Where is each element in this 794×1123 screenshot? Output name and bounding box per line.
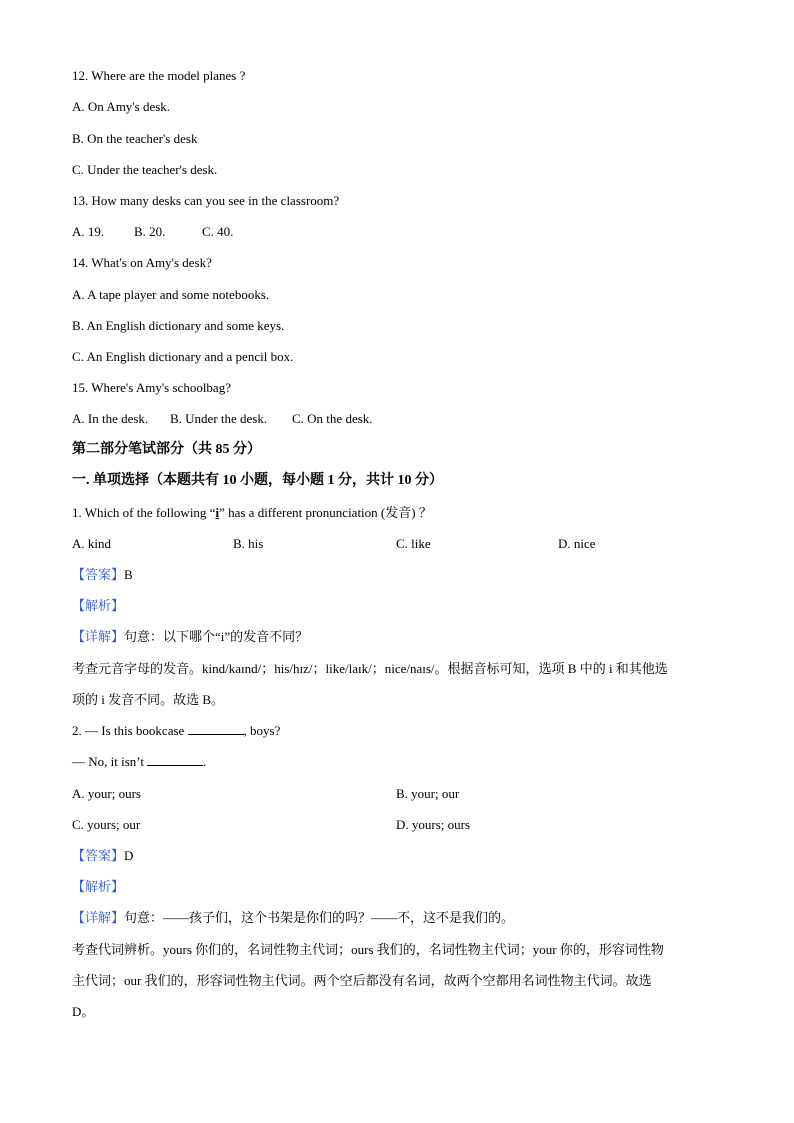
blank-1 bbox=[188, 723, 244, 735]
s2-explain-3: D。 bbox=[72, 1004, 95, 1019]
s2-explain-1: 考查代词辨析。yours 你们的，名词性物主代词；ours 我们的，名词性物主代词；your 你的，形容词性物 bbox=[72, 942, 664, 957]
option-14-c: C. An English dictionary and a pencil box. bbox=[72, 349, 294, 364]
s1-question-pre: 1. Which of the following “ bbox=[72, 505, 216, 520]
s1-option-c: C. like bbox=[396, 536, 431, 551]
s2-detail-text: 句意：——孩子们，这个书架是你们的吗？——不，这不是我们的。 bbox=[124, 910, 515, 925]
s2-option-a: A. your; ours bbox=[72, 786, 141, 801]
option-13-a: A. 19. bbox=[72, 224, 105, 239]
s1-answer bbox=[72, 567, 133, 583]
question-14: 14. What's on Amy's desk? bbox=[72, 255, 212, 270]
s1-option-d: D. nice bbox=[558, 536, 596, 551]
option-15-c: C. On the desk. bbox=[292, 411, 373, 426]
blank-2 bbox=[147, 754, 203, 766]
s2-option-d: D. yours; ours bbox=[396, 817, 471, 832]
s1-answer-value: B bbox=[124, 567, 133, 582]
s1-explain-1: 考查元音字母的发音。kind/kaɪnd/；his/hɪz/；like/laɪk/；nice/naɪs/。根据音标可知，选项 B 中的 i 和其他选 bbox=[72, 661, 668, 676]
option-14-a: A. A tape player and some notebooks. bbox=[72, 287, 270, 302]
s1-detail-text: 句意：以下哪个“i”的发音不同？ bbox=[124, 629, 309, 644]
s1-option-b: B. his bbox=[233, 536, 264, 551]
s2-explain-2: 主代词；our 我们的，形容词性物主代词。两个空后都没有名词，故两个空都用名词性物主代词。故选 bbox=[72, 973, 652, 988]
s1-detail bbox=[72, 629, 308, 645]
option-12-a: A. On Amy's desk. bbox=[72, 99, 171, 114]
option-14-b: B. An English dictionary and some keys. bbox=[72, 318, 285, 333]
s1-question-letter: i bbox=[215, 505, 220, 520]
s2-question bbox=[72, 723, 280, 739]
s2-question-2 bbox=[72, 754, 207, 770]
s2-question2-post: . bbox=[203, 754, 207, 769]
s1-option-a: A. kind bbox=[72, 536, 111, 551]
s2-option-b: B. your; our bbox=[396, 786, 460, 801]
s1-explain-2: 项的 i 发音不同。故选 B。 bbox=[72, 692, 225, 707]
answer-tag: 【答案】 bbox=[72, 567, 125, 582]
part2-title: 第二部分笔试部分（共 85 分） bbox=[72, 442, 261, 457]
s1-question-post: ” has a different pronunciation (发音) ？ bbox=[219, 505, 432, 520]
question-13: 13. How many desks can you see in the classroom? bbox=[72, 193, 340, 208]
s2-option-c: C. yours; our bbox=[72, 817, 141, 832]
s1-analysis-tag: 【解析】 bbox=[72, 598, 125, 613]
option-12-c: C. Under the teacher's desk. bbox=[72, 162, 218, 177]
option-13-c: C. 40. bbox=[202, 224, 234, 239]
detail-tag: 【详解】 bbox=[72, 910, 125, 925]
option-15-b: B. Under the desk. bbox=[170, 411, 268, 426]
question-15: 15. Where's Amy's schoolbag? bbox=[72, 380, 231, 395]
s2-question2-pre: — No, it isn’t bbox=[72, 754, 148, 769]
detail-tag: 【详解】 bbox=[72, 629, 125, 644]
s2-detail bbox=[72, 910, 514, 926]
section1-title: 一. 单项选择（本题共有 10 小题，每小题 1 分，共计 10 分） bbox=[72, 473, 443, 488]
option-15-a: A. In the desk. bbox=[72, 411, 149, 426]
option-13-b: B. 20. bbox=[134, 224, 166, 239]
question-12: 12. Where are the model planes ? bbox=[72, 68, 246, 83]
option-12-b: B. On the teacher's desk bbox=[72, 131, 198, 146]
answer-tag: 【答案】 bbox=[72, 848, 125, 863]
s2-analysis-tag: 【解析】 bbox=[72, 879, 125, 894]
s2-answer-value: D bbox=[124, 848, 134, 863]
s2-answer bbox=[72, 848, 133, 864]
s2-question-pre: 2. — Is this bookcase bbox=[72, 723, 188, 738]
s1-question bbox=[72, 505, 432, 521]
s2-question-post: , boys? bbox=[243, 723, 281, 738]
